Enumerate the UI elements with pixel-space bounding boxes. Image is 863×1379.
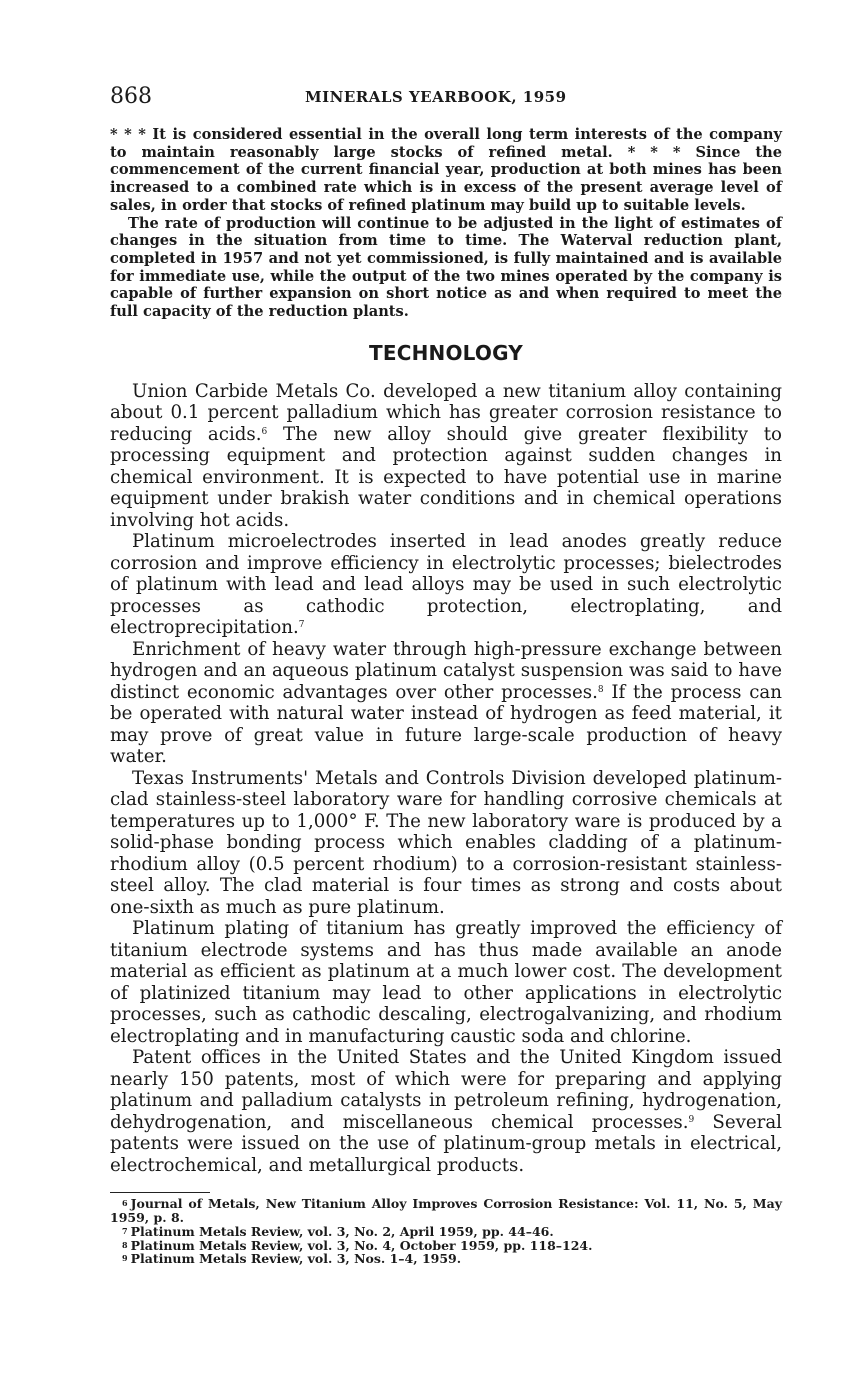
footnote-text: Journal of Metals, New Titanium Alloy Improves Corrosion Resistance: Vol. 11, No. 5, May 1959, p. 8.: [110, 1196, 782, 1226]
paragraph-microelectrodes: [110, 531, 782, 639]
paragraph-platinum-plating: Platinum plating of titanium has greatly improved the efficiency of titanium electrode systems and has thus made available an anode material as efficient as platinum at a much lower cost. The development of platinized titanium may lead to other applications in electrolytic processes, such as cathodic descaling, electrogalvanizing, and rhodium electroplating and in manufacturing caustic soda and chlorine.: [110, 918, 782, 1047]
footnote-text: Platinum Metals Review, vol. 3, Nos. 1–4, 1959.: [130, 1251, 462, 1267]
footnote-mark: 7: [122, 1225, 128, 1236]
footnote-mark: 9: [122, 1253, 128, 1264]
paragraph-text: Union Carbide Metals Co. developed a new titanium alloy containing about 0.1 percent palladium which has greater corrosion resistance to reducing acids.: [110, 380, 782, 445]
footnote-8: [110, 1239, 782, 1253]
paragraph-text: Platinum microelectrodes inserted in lead anodes greatly reduce corrosion and improve efficiency in electrolytic processes; bielectrodes of platinum with lead and lead alloys may be used in such electrolytic processes as cathodic protection, electroplating, and electroprecipitation.: [110, 531, 782, 639]
footnote-mark: 6: [122, 1198, 128, 1209]
block-quote: [110, 126, 782, 321]
paragraph-text: Patent offices in the United States and the United Kingdom issued nearly 150 patents, most of which were for preparing and applying platinum and palladium catalysts in petroleum refining, hydrogenation, dehydrogenation, and miscellaneous chemical processes.: [110, 1047, 782, 1133]
paragraph-texas-instruments: Texas Instruments' Metals and Controls Division developed platinum-clad stainless-steel laboratory ware for handling corrosive chemicals at temperatures up to 1,000° F. The new laboratory ware is produced by a solid-phase bonding process which enables cladding of a platinum-rhodium alloy (0.5 percent rhodium) to a corrosion-resistant stainless-steel alloy. The clad material is four times as strong and costs about one-sixth as much as pure platinum.: [110, 767, 782, 918]
page-header: [110, 84, 782, 114]
footnote-ref[interactable]: 9: [688, 1114, 695, 1125]
paragraph-text: The new alloy should give greater flexibility to processing equipment and protection against sudden changes in chemical environment. It is expected to have potential use in marine equipment under brakish water conditions and in chemical operations involving hot acids.: [110, 423, 782, 531]
footnote-6: [110, 1197, 782, 1225]
body-text: [110, 381, 782, 1177]
section-heading: TECHNOLOGY: [369, 340, 523, 365]
paragraph-union-carbide: [110, 381, 782, 532]
footnote-ref[interactable]: 6: [261, 426, 268, 437]
quote-paragraph-1: * * * It is considered essential in the overall long term interests of the company to maintain reasonably large stocks of refined metal. * * * Since the commencement of the current financial year, production at both mines has been increased to a combined rate which is in excess of the present average level of sales, in order that stocks of refined platinum may build up to suitable levels.: [110, 126, 782, 214]
running-title: MINERALS YEARBOOK, 1959: [305, 88, 567, 106]
paragraph-patents: [110, 1047, 782, 1176]
document-page: [110, 84, 782, 1266]
paragraph-text: If the process can be operated with natural water instead of hydrogen as feed material, it may prove of great value in future large-scale production of heavy water.: [110, 681, 782, 768]
footnotes: [110, 1197, 782, 1266]
paragraph-heavy-water: [110, 639, 782, 768]
quote-paragraph-2: The rate of production will continue to be adjusted in the light of estimates of changes in the situation from time to time. The Waterval reduction plant, completed in 1957 and not yet commissioned, is fully maintained and is available for immediate use, while the output of the two mines operated by the company is capable of further expansion on short notice as and when required to meet the full capacity of the reduction plants.: [110, 214, 782, 321]
footnote-divider: [110, 1192, 210, 1193]
footnote-ref[interactable]: 8: [597, 684, 604, 695]
footnote-7: [110, 1225, 782, 1239]
page-number: 868: [110, 84, 152, 109]
footnote-9: [110, 1252, 782, 1266]
paragraph-text: Enrichment of heavy water through high-pressure exchange between hydrogen and an aqueous platinum catalyst suspension was said to have distinct economic advantages over other processes.: [110, 638, 782, 703]
footnote-text: Platinum Metals Review, vol. 3, No. 2, April 1959, pp. 44–46.: [130, 1223, 554, 1239]
footnote-ref[interactable]: 7: [298, 620, 305, 631]
footnote-text: Platinum Metals Review, vol. 3, No. 4, October 1959, pp. 118–124.: [130, 1237, 593, 1253]
footnote-mark: 8: [122, 1239, 128, 1250]
paragraph-text: Several patents were issued on the use of platinum-group metals in electrical, electrochemical, and metallurgical products.: [110, 1111, 782, 1176]
